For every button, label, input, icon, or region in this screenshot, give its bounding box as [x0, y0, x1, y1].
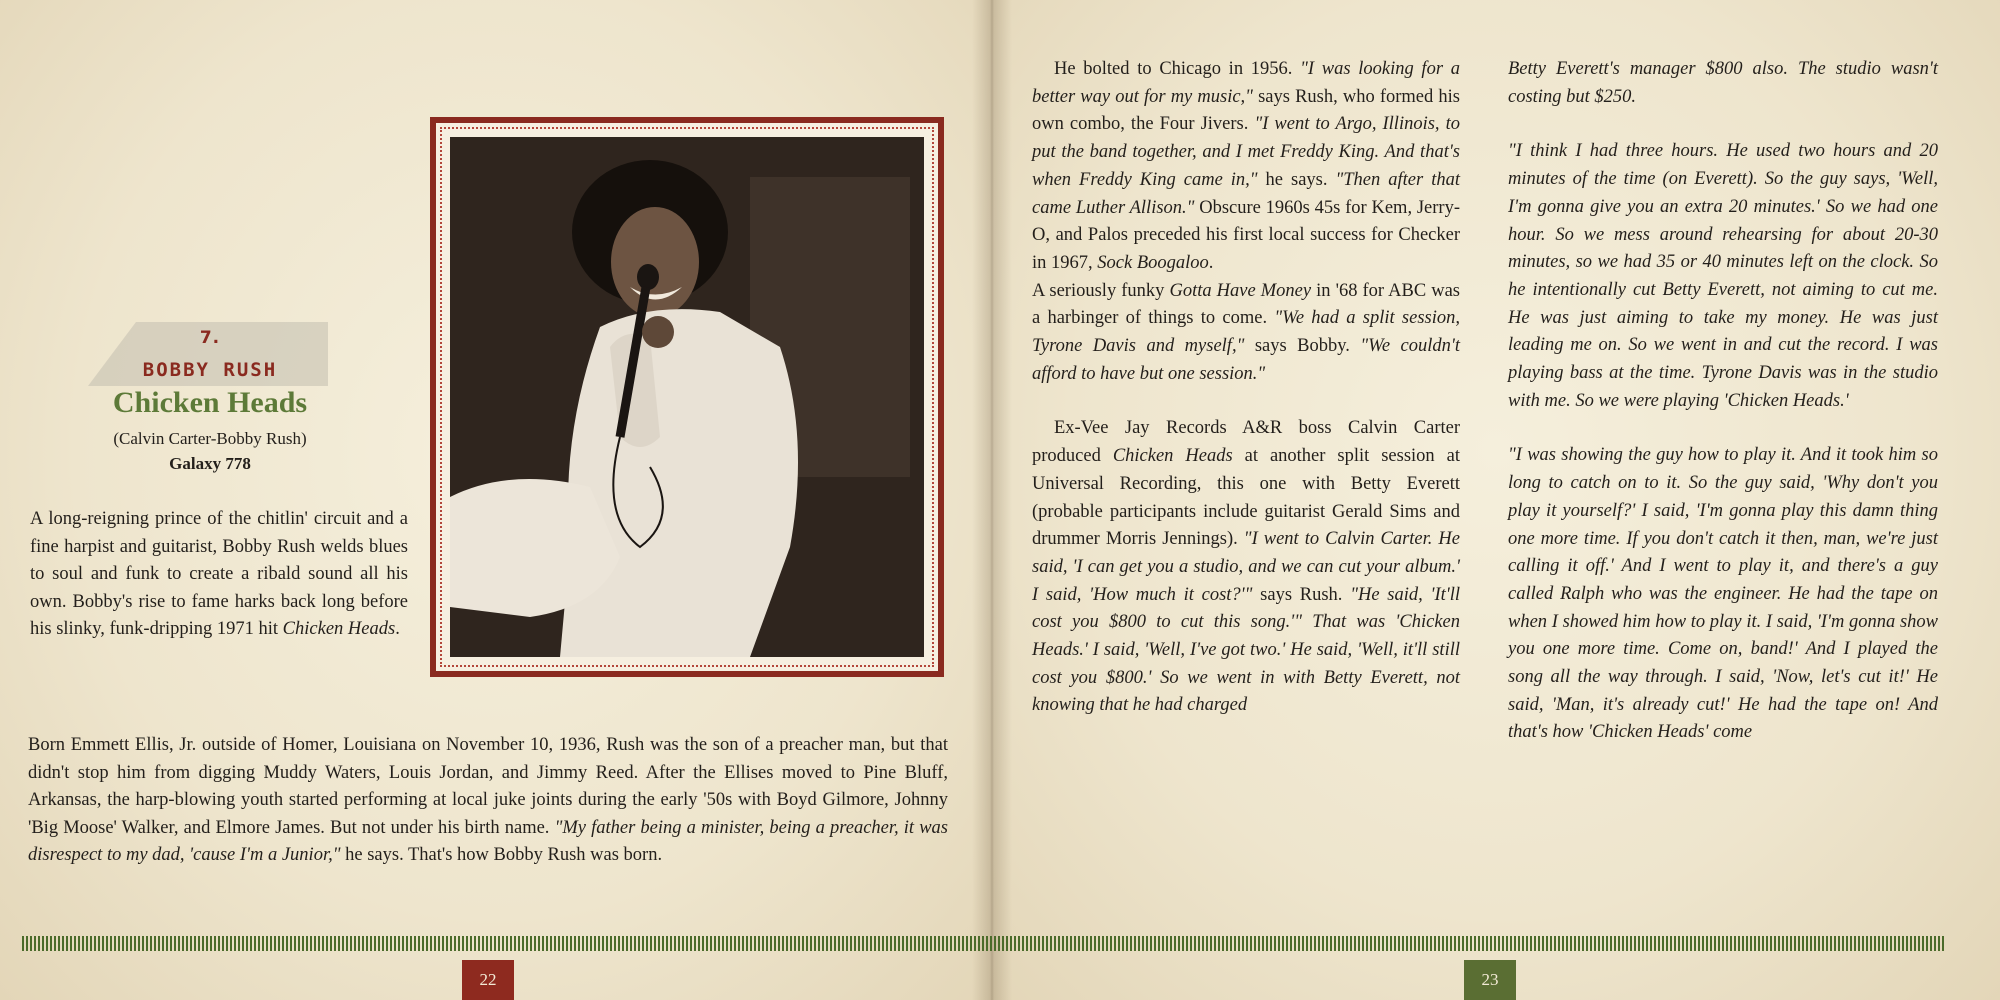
text-run: says Bobby.	[1244, 336, 1361, 357]
text-run: in '68 for ABC was a harbinger of things to come.	[1032, 280, 1460, 329]
text-run: .	[1208, 252, 1214, 273]
intro-text: A long-reigning prince of the chitlin' circuit and a fine harpist and guitarist, Bobby Rush welds blues to soul and funk to create a ribald sound all his own. Bobby's rise to fame harks back long before his slinky, funk-dripping 1971 hit	[30, 509, 408, 639]
text-run: at another split session at Universal Recording, this one with Betty Everett (probable participants include guitarist Gerald Sims and drummer Morris Jennings).	[1032, 446, 1460, 550]
page-number-left: 22	[462, 960, 514, 1000]
calvin-carter-paragraph	[1032, 415, 1460, 720]
intro-song-title: Chicken Heads	[282, 619, 396, 639]
quote-run: "We couldn't afford to have but one session."	[1032, 336, 1461, 384]
text-run: says Rush.	[1252, 584, 1351, 605]
intro-end: .	[395, 619, 400, 639]
quote-run: knowing that he had charged	[1032, 695, 1248, 716]
text-run: A seriously funky	[1032, 280, 1170, 301]
three-hours-paragraph: "I think I had three hours. He used two hours and 20 minutes of the time (on Everett). So the guy says, 'Well, I'm gonna give you an extra 20 minutes.' So we had one hour. So we mess around rehearsing for about 20-30 minutes, so we had 35 or 40 minutes left on the clock. So he intentionally cut Betty Everett, not aiming to cut me. He was just aiming to take my money. He was just leading me on. So we went in and cut the record. I was playing bass at the time. Tyrone Davis was in the studio with me. So we were playing 'Chicken Heads.'	[1508, 141, 1938, 411]
page-number-right: 23	[1464, 960, 1516, 1000]
right-column-2	[1508, 56, 1938, 747]
quote-run: "We had a split session, Tyrone Davis and myself,"	[1032, 308, 1460, 357]
quote-run: not	[1427, 667, 1461, 688]
quote-run: "Then after that came Luther Allison."	[1032, 169, 1460, 218]
book-gutter	[972, 0, 1012, 1000]
right-column-1	[1032, 56, 1460, 720]
quote-run: "I went to Argo, Illinois, to put the band together, and I met Freddy King. And that's when Freddy King came in,"	[1032, 114, 1460, 190]
text-run: He bolted to Chicago in 1956.	[1054, 59, 1301, 79]
bio-quote: "My father being a minister, being a preacher, it was disrespect to my dad, 'cause I'm a Junior,"	[28, 817, 948, 866]
bio-text: Born Emmett Ellis, Jr. outside of Homer, Louisiana on November 10, 1936, Rush was the son of a preacher man, but that didn't stop him from digging Muddy Waters, Louis Jordan, and Jimmy Reed. After the Ellises moved to Pine Bluff, Arkansas, the harp-blowing youth started performing at local juke joints during the early '50s with Boyd Gilmore, Johnny 'Big Moose' Walker, and Elmore James. But not under his birth name.	[28, 735, 948, 838]
performer-photo	[450, 137, 924, 657]
biography-paragraph	[28, 732, 948, 870]
studio-cost-paragraph: Betty Everett's manager $800 also. The studio wasn't costing but $250.	[1508, 59, 1938, 107]
text-run: says Rush, who formed his own combo, the Four Jivers.	[1032, 86, 1460, 135]
title-run: Sock Boogaloo	[1097, 252, 1209, 273]
text-run: Ex-Vee Jay Records A&R boss Calvin Carter produced	[1032, 418, 1460, 467]
artist-name: BOBBY RUSH	[142, 359, 278, 381]
text-run: Obscure 1960s 45s for Kem, Jerry-O, and Palos preceded his first local success for Checker in 1967,	[1032, 197, 1461, 273]
photo-frame	[430, 117, 944, 677]
intro-paragraph	[30, 506, 408, 644]
text-run: he says.	[1257, 169, 1336, 190]
title-run: Gotta Have Money	[1169, 280, 1312, 301]
quote-run: "He said, 'It'll cost you $800 to cut this song.'" That was 'Chicken Heads.' I said, 'Well, I've got two.' He said, 'Well, it'll still cost you $800.' So we went in with Betty Everett,	[1032, 584, 1460, 688]
track-number: 7.	[199, 328, 221, 348]
songwriter-credits: (Calvin Carter-Bobby Rush)	[113, 429, 307, 448]
title-run: Chicken Heads	[1112, 446, 1233, 467]
song-title: Chicken Heads	[112, 386, 308, 419]
decorative-bar-strip	[22, 936, 1946, 951]
performer-illustration	[450, 137, 924, 657]
showing-the-guy-paragraph: "I was showing the guy how to play it. And it took him so long to catch on to it. So the guy said, 'Why don't you play it yourself?' I said, 'I'm gonna play this damn thing one more time. If you don't catch it then, man, we're just calling it off.' And I went to play it, and there's a guy called Ralph who was the engineer. He had the tape on when I showed him how to play it. I said, 'I'm gonna show you one more time. Come on, band!' And I played the song all the way through. I said, 'Now, let's cut it!' He said, 'Man, it's already cut!' He had the tape on! And that's how 'Chicken Heads' come	[1508, 445, 1938, 743]
record-label-number: Galaxy 778	[169, 454, 251, 473]
quote-run: "I was looking for a better way out for my music,"	[1032, 59, 1460, 107]
abc-paragraph	[1032, 278, 1460, 389]
bio-end: he says. That's how Bobby Rush was born.	[340, 845, 663, 866]
chicago-paragraph	[1032, 56, 1460, 278]
quote-run: "I went to Calvin Carter. He said, 'I can get you a studio, and we can cut your album.' I said, 'How much it cost?'"	[1032, 529, 1460, 605]
